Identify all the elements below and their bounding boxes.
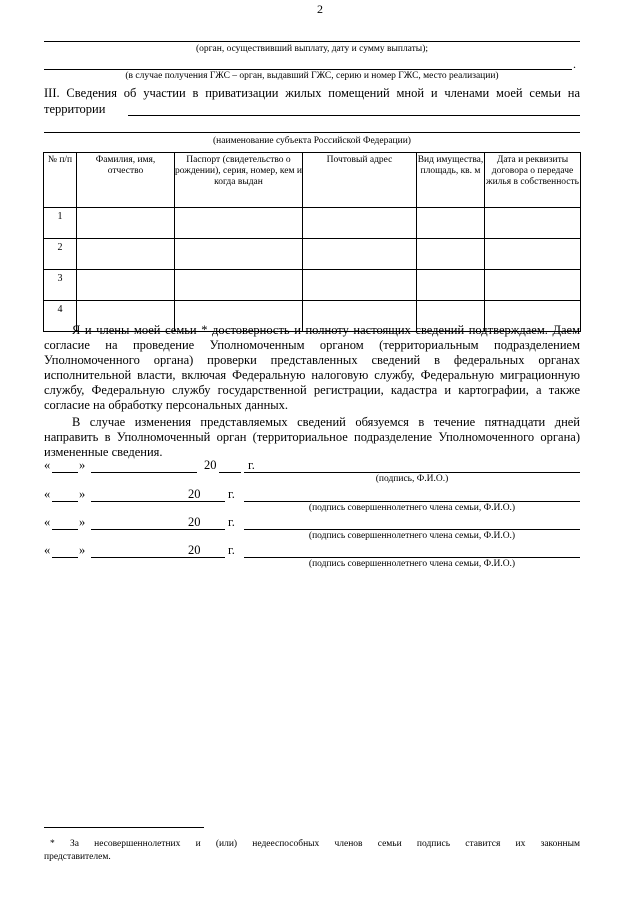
- quote-close: »: [79, 458, 86, 472]
- year-suffix: г.: [228, 543, 235, 557]
- quote-open: «: [44, 487, 51, 501]
- line-end-dot: .: [573, 57, 576, 71]
- row-number: 3: [44, 270, 77, 301]
- quote-open: «: [44, 515, 51, 529]
- col-header-address: Почтовый адрес: [303, 153, 417, 208]
- confirmation-line: согласие на обработку персональных данных.: [44, 398, 289, 412]
- confirmation-line: исполнительной власти, включая Федеральную налоговую службу, Федеральную миграционную: [44, 368, 580, 382]
- cell-contract[interactable]: [485, 208, 581, 239]
- cell-passport[interactable]: [175, 208, 303, 239]
- quote-close: »: [79, 487, 86, 501]
- cell-address[interactable]: [303, 270, 417, 301]
- year-prefix: 20: [188, 515, 201, 529]
- year-suffix: г.: [228, 515, 235, 529]
- day-field[interactable]: [52, 529, 78, 530]
- signature-field[interactable]: [244, 472, 580, 473]
- cell-passport[interactable]: [175, 239, 303, 270]
- quote-close: »: [79, 543, 86, 557]
- change-line: измененные сведения.: [44, 445, 163, 459]
- subject-caption: (наименование субъекта Российской Федерации): [213, 136, 411, 146]
- cell-property[interactable]: [417, 270, 485, 301]
- footnote-line2: представителем.: [44, 852, 111, 862]
- signature-field[interactable]: [244, 529, 580, 530]
- footnote-line1: * За несовершеннолетних и (или) недееспособных членов семьи подпись ставится их законным: [50, 839, 580, 849]
- confirmation-line: Я и члены моей семьи * достоверность и полноту настоящих сведений подтверждаем. Даем: [72, 323, 580, 337]
- quote-open: «: [44, 458, 51, 472]
- col-header-passport: Паспорт (свидетельство о рождении), серия, номер, кем и когда выдан: [175, 153, 303, 208]
- confirmation-line: согласие на проведение Уполномоченным органом (территориальным подразделением: [44, 338, 580, 352]
- col-header-property: Вид имущества, площадь, кв. м: [417, 153, 485, 208]
- table-row: [44, 208, 581, 239]
- cell-property[interactable]: [417, 239, 485, 270]
- year-field[interactable]: [203, 557, 225, 558]
- day-field[interactable]: [52, 472, 78, 473]
- cell-passport[interactable]: [175, 270, 303, 301]
- quote-close: »: [79, 515, 86, 529]
- signature-caption-4: (подпись совершеннолетнего члена семьи, Ф.И.О.): [308, 559, 516, 569]
- signature-field[interactable]: [244, 557, 580, 558]
- change-line: направить в Уполномоченный орган (территориальное подразделение Уполномоченного органа): [44, 430, 580, 444]
- year-prefix: 20: [188, 487, 201, 501]
- gzhs-caption: (в случае получения ГЖС – орган, выдавший ГЖС, серию и номер ГЖС, место реализации): [125, 71, 499, 81]
- change-line: В случае изменения представляемых сведений обязуемся в течение пятнадцати дней: [72, 415, 580, 429]
- cell-name[interactable]: [77, 208, 175, 239]
- cell-contract[interactable]: [485, 270, 581, 301]
- cell-contract[interactable]: [485, 239, 581, 270]
- cell-address[interactable]: [303, 239, 417, 270]
- section-heading-line2: территории: [44, 102, 106, 116]
- confirmation-line: службу, Федеральную службу государственной регистрации, кадастра и картографии, а также: [44, 383, 580, 397]
- signature-caption-2: (подпись совершеннолетнего члена семьи, Ф.И.О.): [308, 503, 516, 513]
- cell-address[interactable]: [303, 208, 417, 239]
- year-prefix: 20: [188, 543, 201, 557]
- year-field[interactable]: [203, 501, 225, 502]
- cell-property[interactable]: [417, 208, 485, 239]
- day-field[interactable]: [52, 557, 78, 558]
- year-field[interactable]: [203, 529, 225, 530]
- signature-caption-3: (подпись совершеннолетнего члена семьи, Ф.И.О.): [308, 531, 516, 541]
- signature-caption-1: (подпись, Ф.И.О.): [375, 474, 449, 484]
- table-row: [44, 270, 581, 301]
- cell-name[interactable]: [77, 270, 175, 301]
- year-field[interactable]: [219, 472, 241, 473]
- year-prefix: 20: [204, 458, 217, 472]
- signature-row-4: [44, 543, 580, 559]
- month-field[interactable]: [91, 472, 197, 473]
- footnote-divider: [44, 827, 204, 828]
- col-header-contract: Дата и реквизиты договора о передаче жилья в собственность: [485, 153, 581, 208]
- signature-field[interactable]: [244, 501, 580, 502]
- territory-line[interactable]: [128, 115, 580, 116]
- row-number: 1: [44, 208, 77, 239]
- gzhs-line[interactable]: [44, 69, 572, 70]
- year-suffix: г.: [248, 458, 255, 472]
- footnote: [44, 838, 580, 864]
- quote-open: «: [44, 543, 51, 557]
- row-number: 4: [44, 301, 77, 332]
- table-row: [44, 239, 581, 270]
- year-suffix: г.: [228, 487, 235, 501]
- row-number: 2: [44, 239, 77, 270]
- day-field[interactable]: [52, 501, 78, 502]
- privatization-table: [43, 152, 581, 332]
- signature-row-2: [44, 487, 580, 503]
- signature-row-3: [44, 515, 580, 531]
- col-header-name: Фамилия, имя, отчество: [77, 153, 175, 208]
- section-heading-line1: III. Сведения об участии в приватизации жилых помещений мной и членами моей семьи на: [44, 86, 580, 100]
- payer-line[interactable]: [44, 41, 580, 42]
- page-number: 2: [317, 2, 323, 16]
- table-header-row: [44, 153, 581, 208]
- cell-name[interactable]: [77, 239, 175, 270]
- payer-caption: (орган, осуществивший выплату, дату и сумму выплаты);: [195, 44, 428, 54]
- subject-line[interactable]: [44, 132, 580, 133]
- col-header-number: № п/п: [44, 153, 77, 208]
- confirmation-line: Уполномоченного органа) проверки представленных сведений в федеральных органах: [44, 353, 580, 367]
- signature-row-1: [44, 458, 580, 474]
